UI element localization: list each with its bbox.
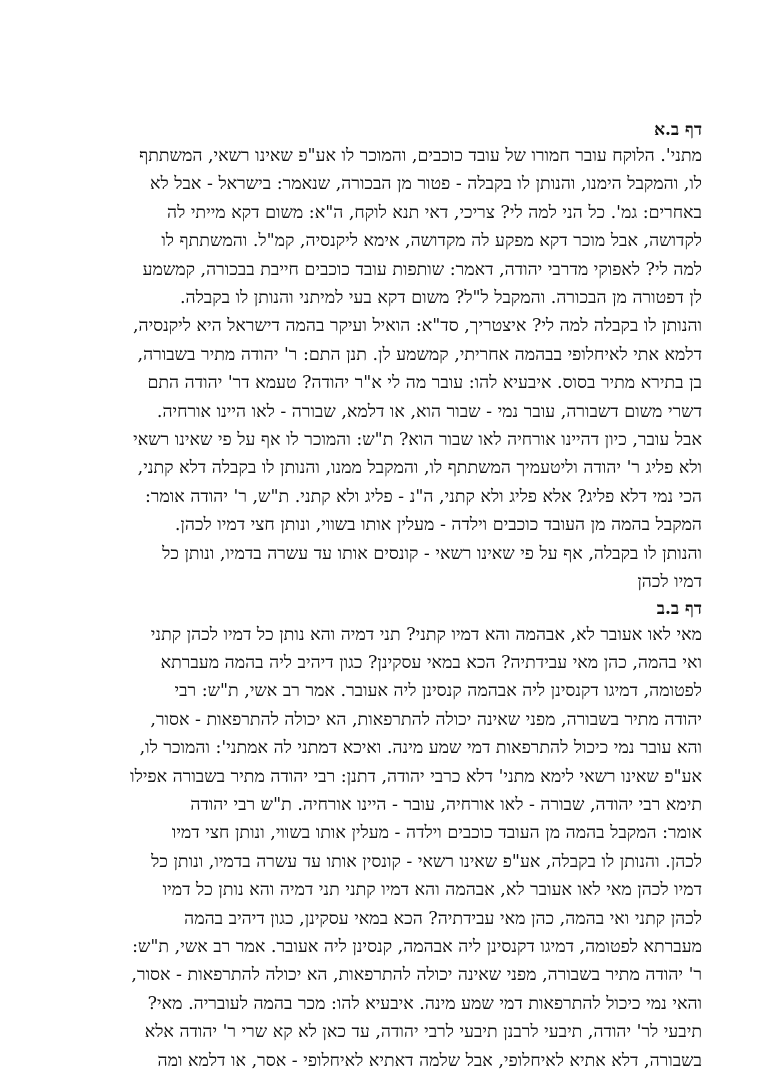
text-line: ולא פליג ר' יהודה וליטעמיך המשתתף לו, והמקבל ממנו, והנותן לו בקבלה דלא קתני,	[78, 454, 702, 482]
text-line: והאי נמי כיכול להתרפאות דמי שמע מינה. איבעיא להו: מכר בהמה לעובריה. מאי?	[78, 990, 702, 1018]
text-line: אומר: המקבל בהמה מן העובד כוכבים וילדה - מעלין אותו בשווי, ונותן חצי דמיו	[78, 819, 702, 847]
text-line: ואי בהמה, כהן מאי עבידתיה? הכא במאי עסקינן? כגון דיהיב ליה בהמה מעברתא	[78, 649, 702, 677]
text-line: בשבורה, דלא אתיא לאיחלופי, אבל שלמה דאתיא לאיחלופי - אסר, או דלמא ומה	[78, 1047, 702, 1075]
text-block-2a	[78, 142, 702, 597]
text-line: מתני'. הלוקח עובר חמורו של עובד כוכבים, והמוכר לו אע"פ שאינו רשאי, המשתתף	[78, 142, 702, 170]
text-line: מאי לאו אעובר לא, אבהמה והא דמיו קתני? תני דמיה והא נותן כל דמיו לכהן קתני	[78, 621, 702, 649]
text-line: מעברתא לפטומה, דמיגו דקנסינן ליה אבהמה, קנסינן ליה אעובר. אמר רב אשי, ת"ש:	[78, 933, 702, 961]
text-line: יהודה מתיר בשבורה, מפני שאינה יכולה להתרפאות, הא יכולה להתרפאות - אסור,	[78, 706, 702, 734]
text-line: לן דפטורה מן הבכורה. והמקבל ל"ל? משום דקא בעי למיתני והנותן לו בקבלה.	[78, 284, 702, 312]
text-line: לכהן קתני ואי בהמה, כהן מאי עבידתיה? הכא במאי עסקינן, כגון דיהיב בהמה	[78, 905, 702, 933]
page-heading-2b: דף ב.ב	[78, 597, 702, 621]
page-heading-2a: דף ב.א	[78, 118, 702, 142]
text-line: לכהן. והנותן לו בקבלה, אע"פ שאינו רשאי - קונסין אותו עד עשרה בדמיו, ונותן כל	[78, 848, 702, 876]
text-line: דשרי משום דשבורה, עובר נמי - שבור הוא, או דלמא, שבורה - לאו היינו אורחיה.	[78, 398, 702, 426]
text-line: למה לי? לאפוקי מדרבי יהודה, דאמר: שותפות עובד כוכבים חייבת בבכורה, קמשמע	[78, 256, 702, 284]
text-line: לו, והמקבל הימנו, והנותן לו בקבלה - פטור מן הבכורה, שנאמר: בישראל - אבל לא	[78, 170, 702, 198]
text-line: ר' יהודה מתיר בשבורה, מפני שאינה יכולה להתרפאות, הא יכולה להתרפאות - אסור,	[78, 961, 702, 989]
text-line: תימא רבי יהודה, שבורה - לאו אורחיה, עובר - היינו אורחיה. ת"ש רבי יהודה	[78, 791, 702, 819]
text-line: אבל עובר, כיון דהיינו אורחיה לאו שבור הוא? ת"ש: והמוכר לו אף על פי שאינו רשאי	[78, 426, 702, 454]
text-line: והא עובר נמי כיכול להתרפאות דמי שמע מינה. ואיכא דמתני לה אמתני': והמוכר לו,	[78, 734, 702, 762]
text-line: דמיו לכהן	[78, 568, 702, 596]
text-line: לפטומה, דמיגו דקנסינן ליה אבהמה קנסינן ליה אעובר. אמר רב אשי, ת"ש: רבי	[78, 677, 702, 705]
text-line: והנותן לו בקבלה למה לי? איצטריך, סד"א: הואיל ועיקר בהמה דישראל היא ליקנסיה,	[78, 312, 702, 340]
text-line: באחרים: גמ'. כל הני למה לי? צריכי, דאי תנא לוקח, ה"א: משום דקא מייתי לה	[78, 199, 702, 227]
text-line: הכי נמי דלא פליג? אלא פליג ולא קתני, ה"נ - פליג ולא קתני. ת"ש, ר' יהודה אומר:	[78, 483, 702, 511]
text-line: תיבעי לר' יהודה, תיבעי לרבנן תיבעי לרבי יהודה, עד כאן לא קא שרי ר' יהודה אלא	[78, 1018, 702, 1046]
text-line: אע"פ שאינו רשאי לימא מתני' דלא כרבי יהודה, דתנן: רבי יהודה מתיר בשבורה אפילו	[78, 763, 702, 791]
text-line: לקדושה, אבל מוכר דקא מפקע לה מקדושה, אימא ליקנסיה, קמ"ל. והמשתתף לו	[78, 227, 702, 255]
text-line: המקבל בהמה מן העובד כוכבים וילדה - מעלין אותו בשווי, ונותן חצי דמיו לכהן.	[78, 511, 702, 539]
text-line: והנותן לו בקבלה, אף על פי שאינו רשאי - קונסים אותו עד עשרה בדמיו, ונותן כל	[78, 540, 702, 568]
text-line: דלמא אתי לאיחלופי בבהמה אחריתי, קמשמע לן. תנן התם: ר' יהודה מתיר בשבורה,	[78, 341, 702, 369]
text-line: בן בתירא מתיר בסוס. איבעיא להו: עובר מה לי א"ר יהודה? טעמא דר' יהודה התם	[78, 369, 702, 397]
text-block-2b	[78, 621, 702, 1075]
text-line: דמיו לכהן מאי לאו אעובר לא, אבהמה והא דמיו קתני תני דמיה והא נותן כל דמיו	[78, 876, 702, 904]
